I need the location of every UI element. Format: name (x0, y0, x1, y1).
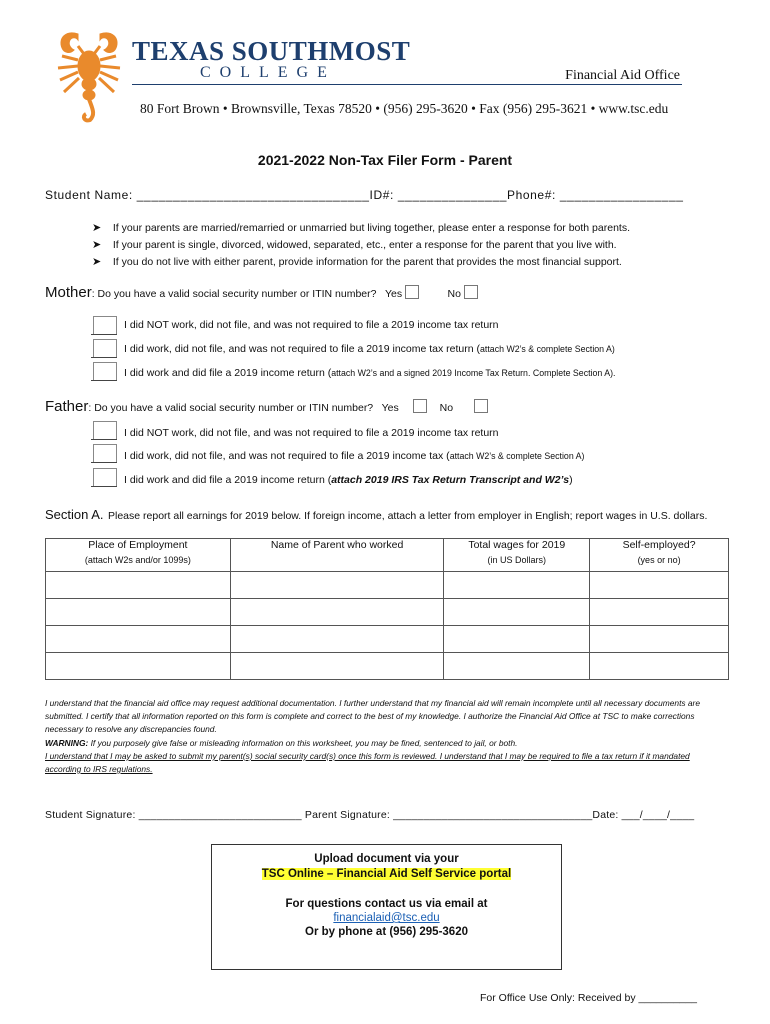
mother-opt1-label: I did NOT work, did not file, and was not required to file a 2019 income tax return (124, 319, 499, 331)
instruction-item: ➤ If your parent is single, divorced, widowed, separated, etc., enter a response for the parent that you live with. (92, 239, 617, 251)
wages-table (45, 538, 729, 680)
mother-no-label: No (447, 288, 461, 300)
table-cell[interactable] (444, 599, 590, 626)
table-cell[interactable] (46, 626, 231, 653)
instruction-list (92, 220, 630, 271)
email-link[interactable]: financialaid@tsc.edu (333, 912, 440, 924)
arrow-bullet-icon: ➤ (92, 222, 102, 234)
table-cell[interactable] (46, 599, 231, 626)
col-total-wages: Total wages for 2019 (in US Dollars) (444, 539, 590, 572)
form-title: 2021-2022 Non-Tax Filer Form - Parent (257, 152, 513, 168)
table-cell[interactable] (230, 599, 444, 626)
instruction-item: ➤ If you do not live with either parent, provide information for the parent that provides the most financial support. (92, 256, 622, 268)
father-no-label: No (439, 402, 454, 414)
table-cell[interactable] (230, 653, 444, 680)
mother-opt1-checkbox[interactable] (91, 316, 117, 335)
mother-label: Mother (45, 284, 92, 301)
mother-question: Mother: Do you have a valid social security number or ITIN number? Yes No (45, 284, 478, 302)
father-opt2-checkbox[interactable] (91, 444, 117, 463)
father-opt1-checkbox[interactable] (91, 421, 117, 440)
signature-line[interactable]: Student Signature: ___________________________ Parent Signature: _________________________________Date: ___/____/____ (45, 809, 695, 821)
mother-yes-checkbox[interactable] (405, 285, 419, 299)
table-cell[interactable] (46, 572, 231, 599)
section-a-label: Section A. (45, 507, 104, 522)
college-word: COLLEGE (200, 64, 336, 81)
mother-opt3-label: I did work and did file a 2019 income return (attach W2’s and a signed 2019 Income Tax Return. Complete Section A). (124, 367, 616, 379)
father-no-checkbox[interactable] (474, 399, 488, 413)
office-label: Financial Aid Office (565, 68, 680, 83)
portal-name: TSC Online – Financial Aid Self Service portal (261, 868, 512, 880)
office-use-line: For Office Use Only: Received by __________ (480, 992, 697, 1004)
upload-line: Upload document via your (314, 853, 459, 865)
table-cell[interactable] (444, 626, 590, 653)
contact-line: For questions contact us via email at (285, 898, 488, 910)
table-cell[interactable] (444, 653, 590, 680)
mother-yes-label: Yes (384, 288, 403, 300)
mother-opt2-label: I did work, did not file, and was not required to file a 2019 income tax return (attach W2’s & complete Section A) (124, 343, 615, 355)
warning-label: WARNING: (45, 737, 89, 748)
upload-info-box (211, 844, 562, 970)
col-self-employed: Self-employed? (yes or no) (590, 539, 729, 572)
father-opt3-label: I did work and did file a 2019 income return (attach 2019 IRS Tax Return Transcript and W2’s) (124, 474, 573, 486)
father-label: Father (45, 398, 89, 415)
table-cell[interactable] (590, 599, 729, 626)
arrow-bullet-icon: ➤ (92, 256, 102, 268)
mother-no-checkbox[interactable] (464, 285, 478, 299)
section-a-intro: Section A. Please report all earnings for 2019 below. If foreign income, attach a letter from employer in English; report wages in U.S. dollars. (45, 507, 708, 522)
table-cell[interactable] (444, 572, 590, 599)
col-place-of-employment: Place of Employment (attach W2s and/or 1099s) (46, 539, 231, 572)
mother-opt3-checkbox[interactable] (91, 362, 117, 381)
father-opt3-checkbox[interactable] (91, 468, 117, 487)
table-cell[interactable] (230, 626, 444, 653)
table-cell[interactable] (46, 653, 231, 680)
instruction-item: ➤ If your parents are married/remarried or unmarried but living together, please enter a response for both parents. (92, 222, 630, 234)
table-row (46, 626, 729, 653)
father-opt1-label: I did NOT work, did not file, and was not required to file a 2019 income tax return (124, 427, 499, 439)
col-parent-name: Name of Parent who worked (230, 539, 444, 572)
student-info-line[interactable]: Student Name: ________________________________ID#: _______________Phone#: _________________ (45, 188, 684, 202)
father-yes-checkbox[interactable] (413, 399, 427, 413)
table-cell[interactable] (590, 626, 729, 653)
father-yes-label: Yes (381, 402, 399, 414)
father-opt2-label: I did work, did not file, and was not required to file a 2019 income tax (attach W2’s & complete Section A) (124, 450, 585, 462)
phone-line: Or by phone at (956) 295-3620 (305, 926, 468, 938)
table-cell[interactable] (590, 572, 729, 599)
college-name: TEXAS SOUTHMOST (132, 36, 411, 66)
scorpion-logo (48, 26, 130, 124)
table-header-row (46, 539, 729, 572)
mother-opt2-checkbox[interactable] (91, 339, 117, 358)
address-line: 80 Fort Brown • Brownsville, Texas 78520 • (956) 295-3620 • Fax (956) 295-3621 • www.tsc.edu (140, 101, 669, 116)
table-row (46, 599, 729, 626)
header-rule (132, 84, 682, 85)
table-cell[interactable] (590, 653, 729, 680)
table-row (46, 653, 729, 680)
table-row (46, 572, 729, 599)
arrow-bullet-icon: ➤ (92, 239, 102, 251)
father-question: Father: Do you have a valid social security number or ITIN number? Yes No (45, 398, 488, 416)
table-cell[interactable] (230, 572, 444, 599)
certification-text: I understand that the financial aid office may request additional documentation. I further understand that my financial aid will remain incomplete until all necessary documents are submitted. I certify that all information reported on this form is complete and correct to the best of my knowledge. I authorize the Financial Aid Office at TSC to make corrections necessary to resolve any discrepancies found. WARNING: If you purposely give false or misleading information on this worksheet, you may be fined, sentenced to jail, or both. I understand that I may be asked to submit my parent(s) social security card(s) once this form is reviewed. I understand that I may be required to file a tax return if it mandated according to IRS regulations. (45, 698, 701, 775)
